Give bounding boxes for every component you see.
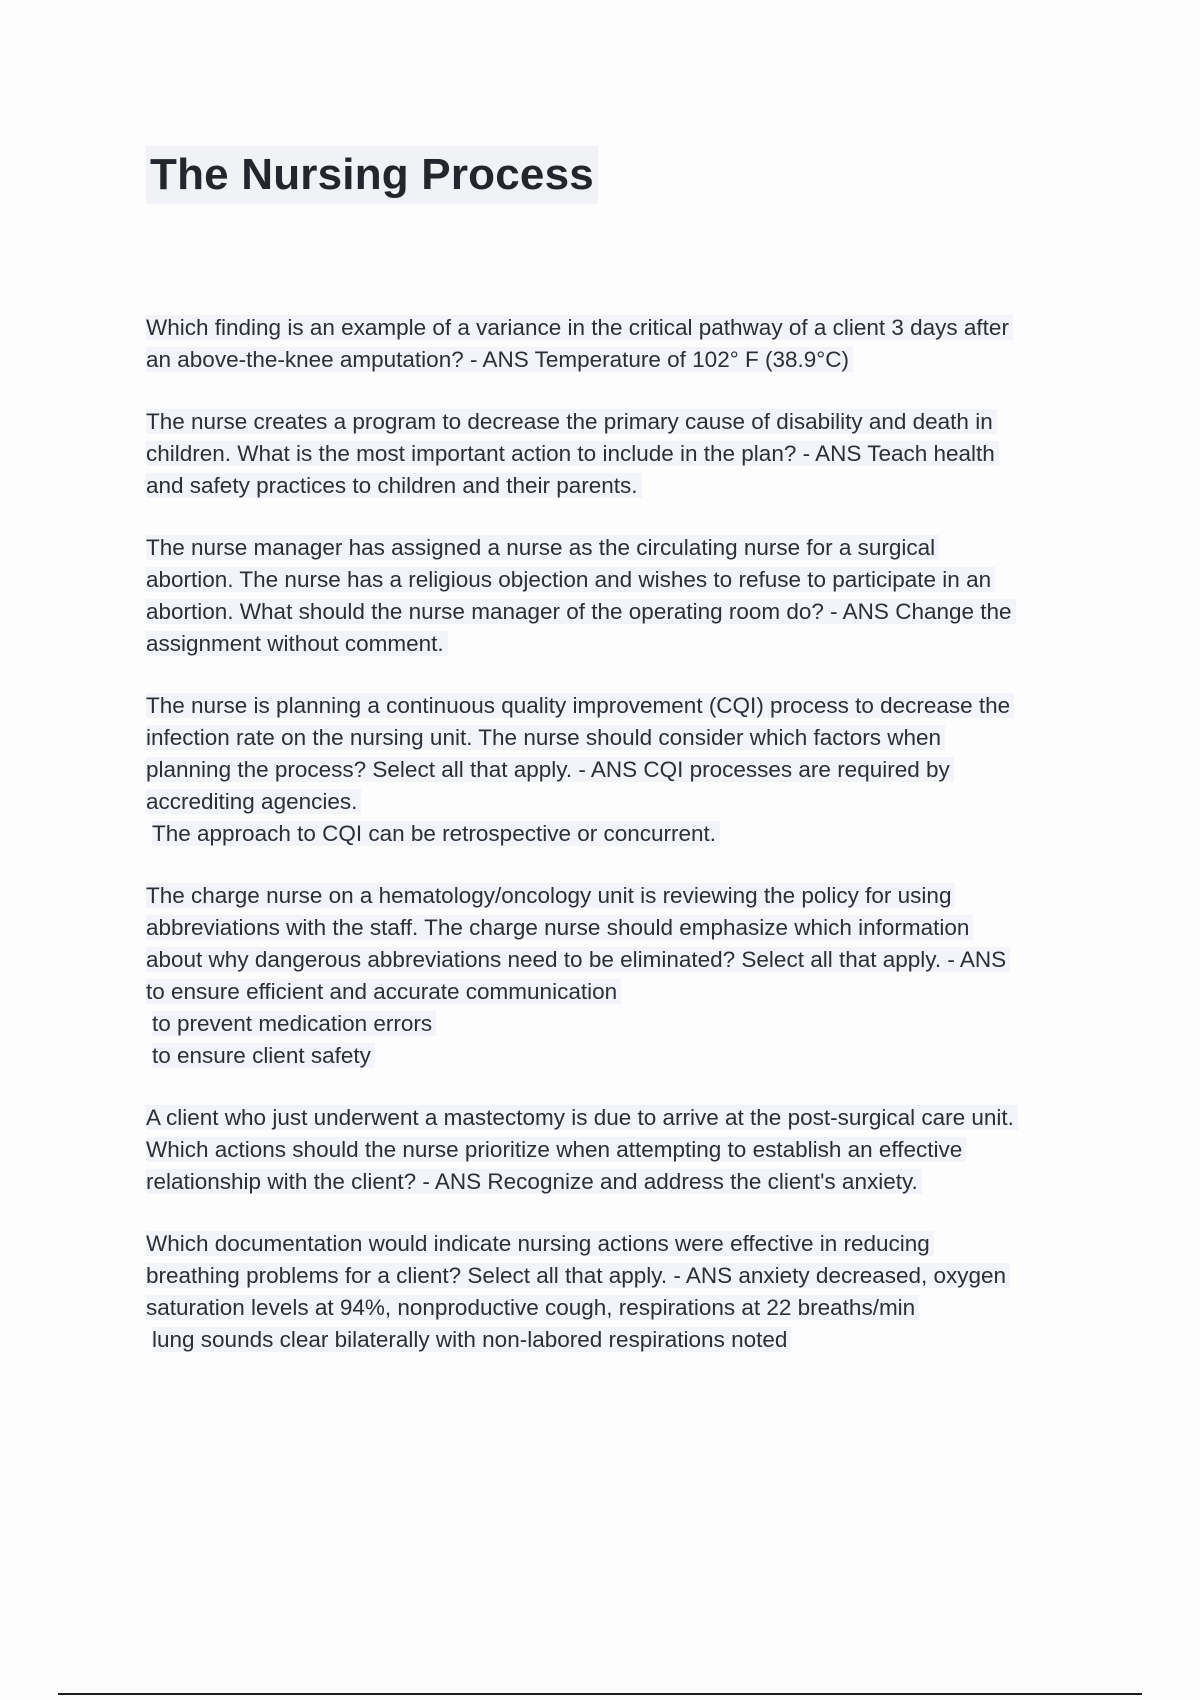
- text-line: breathing problems for a client? Select all that apply. - ANS anxiety decreased, oxygen: [146, 1260, 1086, 1292]
- text-line: to prevent medication errors: [146, 1008, 1086, 1040]
- text-line: to ensure client safety: [146, 1040, 1086, 1072]
- text-line: abortion. What should the nurse manager of the operating room do? - ANS Change the: [146, 596, 1086, 628]
- text-line: abortion. The nurse has a religious objection and wishes to refuse to participate in an: [146, 564, 1086, 596]
- text-line: relationship with the client? - ANS Recognize and address the client's anxiety.: [146, 1166, 1086, 1198]
- qa-item: [146, 312, 1086, 376]
- text-line: saturation levels at 94%, nonproductive cough, respirations at 22 breaths/min: [146, 1292, 1086, 1324]
- text-line: assignment without comment.: [146, 628, 1086, 660]
- page-title: The Nursing Process: [146, 146, 598, 204]
- text-line: The nurse manager has assigned a nurse as the circulating nurse for a surgical: [146, 532, 1086, 564]
- text-line: Which actions should the nurse prioritize when attempting to establish an effective: [146, 1134, 1086, 1166]
- text-line: lung sounds clear bilaterally with non-labored respirations noted: [146, 1324, 1086, 1356]
- text-line: to ensure efficient and accurate communication: [146, 976, 1086, 1008]
- qa-item: [146, 1228, 1086, 1356]
- text-line: infection rate on the nursing unit. The nurse should consider which factors when: [146, 722, 1086, 754]
- text-line: Which documentation would indicate nursing actions were effective in reducing: [146, 1228, 1086, 1260]
- qa-list: [146, 312, 1086, 1386]
- text-line: accrediting agencies.: [146, 786, 1086, 818]
- text-line: an above-the-knee amputation? - ANS Temperature of 102° F (38.9°C): [146, 344, 1086, 376]
- text-line: about why dangerous abbreviations need to be eliminated? Select all that apply. - ANS: [146, 944, 1086, 976]
- qa-item: [146, 406, 1086, 502]
- text-line: The nurse creates a program to decrease the primary cause of disability and death in: [146, 406, 1086, 438]
- text-line: and safety practices to children and their parents.: [146, 470, 1086, 502]
- text-line: A client who just underwent a mastectomy is due to arrive at the post-surgical care unit.: [146, 1102, 1086, 1134]
- footer-divider: [58, 1693, 1142, 1695]
- qa-item: [146, 532, 1086, 660]
- text-line: The charge nurse on a hematology/oncology unit is reviewing the policy for using: [146, 880, 1086, 912]
- qa-item: [146, 880, 1086, 1072]
- text-line: Which finding is an example of a variance in the critical pathway of a client 3 days after: [146, 312, 1086, 344]
- text-line: planning the process? Select all that apply. - ANS CQI processes are required by: [146, 754, 1086, 786]
- qa-item: [146, 1102, 1086, 1198]
- text-line: children. What is the most important action to include in the plan? - ANS Teach health: [146, 438, 1086, 470]
- text-line: The approach to CQI can be retrospective or concurrent.: [146, 818, 1086, 850]
- text-line: The nurse is planning a continuous quality improvement (CQI) process to decrease the: [146, 690, 1086, 722]
- text-line: abbreviations with the staff. The charge nurse should emphasize which information: [146, 912, 1086, 944]
- qa-item: [146, 690, 1086, 850]
